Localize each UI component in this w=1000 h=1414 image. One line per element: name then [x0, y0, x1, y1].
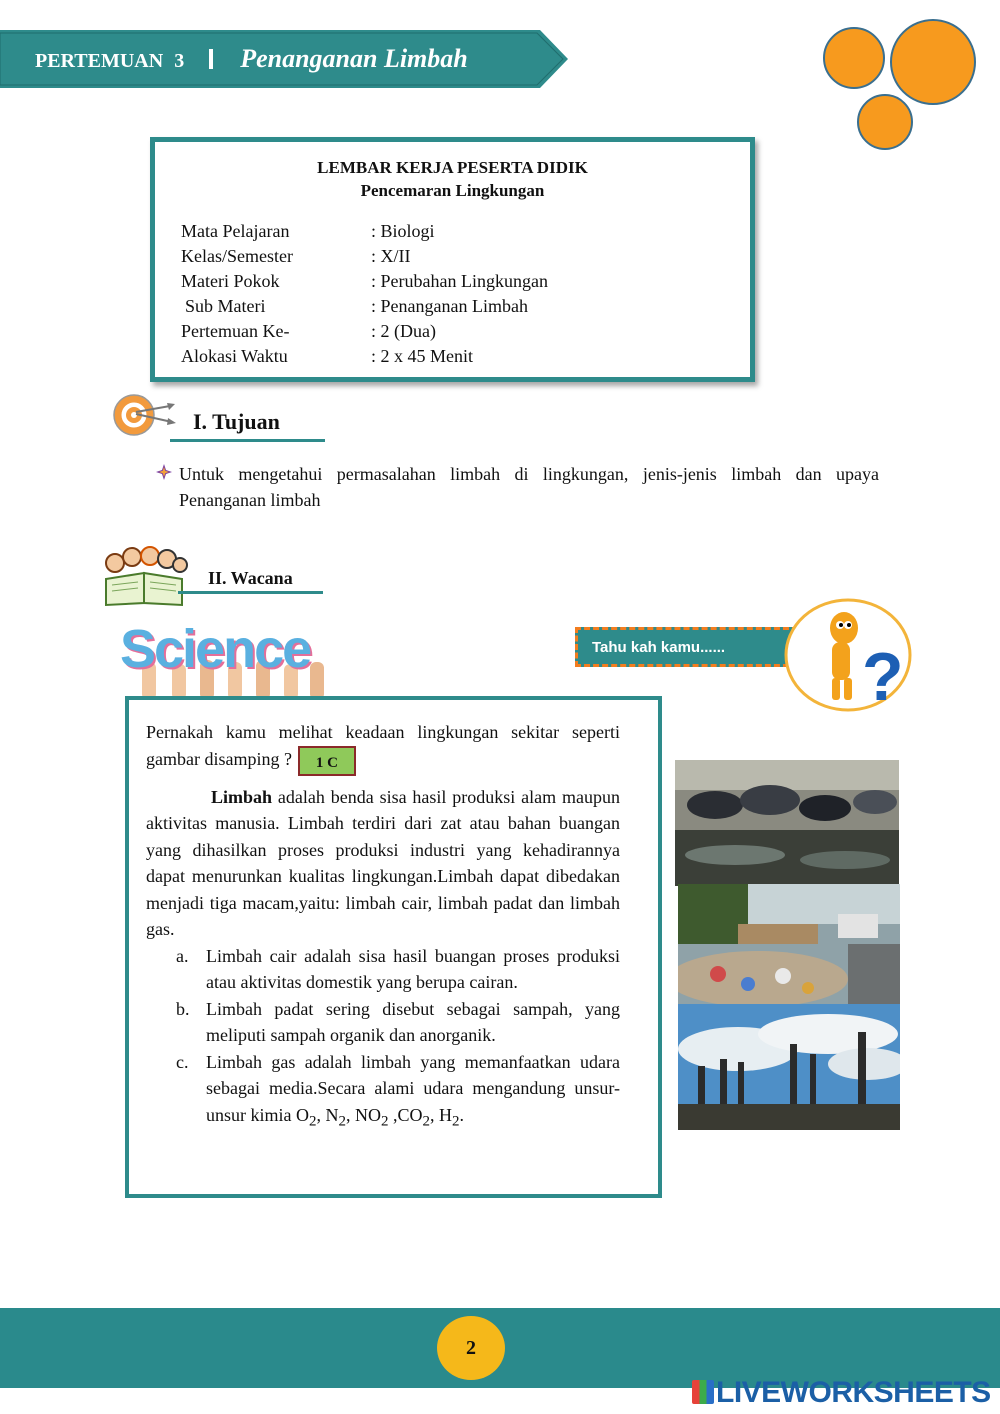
list-marker: b.	[176, 998, 190, 1019]
target-icon	[112, 390, 178, 440]
list-item	[146, 996, 620, 1049]
objective-text: Untuk mengetahui permasalahan limbah di lingkungan, jenis-jenis limbah dan upaya Penanganan limbah	[179, 464, 879, 510]
list-item	[146, 1049, 620, 1135]
definition-paragraph	[146, 784, 620, 943]
info-label: Pertemuan Ke-	[181, 321, 290, 341]
science-word: Science	[120, 619, 311, 679]
subscript: 2	[452, 1113, 460, 1130]
section-title-tujuan: I. Tujuan	[193, 409, 280, 434]
logo-blocks-icon	[692, 1380, 714, 1404]
subscript: 2	[309, 1113, 317, 1130]
divider	[209, 49, 213, 69]
info-row-class	[181, 244, 411, 269]
section-title-wacana: II. Wacana	[208, 568, 293, 588]
worksheet-heading	[155, 156, 750, 202]
reading-content	[146, 719, 620, 1135]
info-row-subject	[181, 219, 435, 244]
liveworksheets-logo[interactable]	[692, 1376, 991, 1410]
decor-circle-large	[890, 19, 976, 105]
info-label: Alokasi Waktu	[181, 346, 288, 366]
svg-text:?: ?	[862, 639, 904, 712]
waste-types-list	[146, 943, 620, 1135]
subscript: 2	[338, 1113, 346, 1130]
question-mascot-icon	[784, 598, 912, 712]
worksheet-subtitle: Pencemaran Lingkungan	[360, 181, 545, 200]
decor-circle-small	[823, 27, 885, 89]
info-value: : X/II	[371, 246, 411, 266]
list-item-text: Limbah padat sering disebut sebagai sampah, yang meliputi sampah organik dan anorganik.	[206, 998, 620, 1045]
list-item-text: , H	[430, 1104, 453, 1125]
info-label: Kelas/Semester	[181, 246, 293, 266]
list-marker: a.	[176, 945, 189, 966]
subscript: 2	[422, 1113, 431, 1130]
page-title: Penanganan Limbah	[240, 44, 468, 73]
question-text: Pernakah kamu melihat keadaan lingkungan sekitar seperti gambar disamping ?	[146, 722, 620, 769]
info-label: Mata Pelajaran	[181, 221, 290, 241]
info-value: : Biologi	[371, 221, 435, 241]
info-value: : 2 x 45 Menit	[371, 346, 473, 366]
question-paragraph	[146, 719, 620, 776]
info-value: : Penanganan Limbah	[371, 296, 528, 316]
info-row-subtopic	[181, 294, 528, 319]
section-underline	[178, 591, 323, 594]
info-row-duration	[181, 344, 473, 369]
list-item-text: , NO	[346, 1104, 381, 1125]
did-you-know-callout: Tahu kah kamu......	[575, 627, 798, 667]
decor-circle-bottom	[857, 94, 913, 150]
definition-term: Limbah	[211, 786, 273, 807]
list-item-text: ,CO	[388, 1104, 423, 1125]
page-number: 2	[437, 1316, 505, 1380]
worksheet-info-box	[150, 137, 755, 382]
logo-text: LIVEWORKSHEETS	[716, 1376, 991, 1409]
meeting-label: PERTEMUAN	[35, 50, 164, 72]
list-item-text: Limbah cair adalah sisa hasil buangan proses produksi atau aktivitas domestik yang berupa cairan.	[206, 945, 620, 992]
info-row-meeting	[181, 319, 436, 344]
photo-solid-waste	[678, 884, 900, 1004]
header-title-bar	[35, 44, 468, 74]
info-value: : 2 (Dua)	[371, 321, 436, 341]
worksheet-title: LEMBAR KERJA PESERTA DIDIK	[317, 158, 588, 177]
list-item-text: .	[459, 1104, 465, 1125]
kids-book-icon	[100, 545, 190, 607]
answer-dropdown[interactable]: 1 C	[298, 746, 356, 776]
list-item-text: Limbah gas adalah limbah yang memanfaatkan udara sebagai media.Secara alami udara mengandung unsur-unsur kimia O	[206, 1051, 620, 1125]
photo-gas-waste	[678, 1004, 900, 1130]
list-item-text: , N	[316, 1104, 339, 1125]
science-illustration	[120, 620, 342, 700]
bullet-star-icon	[155, 463, 173, 481]
definition-text: adalah benda sisa hasil produksi alam maupun aktivitas manusia. Limbah terdiri dari zat atau bahan buangan yang dihasilkan proses produksi industri yang kehadirannya dapat menurunkan kualitas lingkungan.Limbah dapat dibedakan menjadi tiga macam,yaitu: limbah cair, limbah padat dan limbah gas.	[146, 786, 620, 939]
list-marker: c.	[176, 1051, 189, 1072]
photo-liquid-waste	[675, 760, 899, 886]
info-row-topic	[181, 269, 548, 294]
subscript: 2	[381, 1113, 389, 1130]
info-label: Materi Pokok	[181, 271, 280, 291]
info-value: : Perubahan Lingkungan	[371, 271, 548, 291]
section-underline	[170, 439, 325, 442]
info-label: Sub Materi	[185, 296, 266, 316]
reading-box	[125, 696, 662, 1198]
list-item	[146, 943, 620, 996]
meeting-number: 3	[174, 50, 185, 72]
